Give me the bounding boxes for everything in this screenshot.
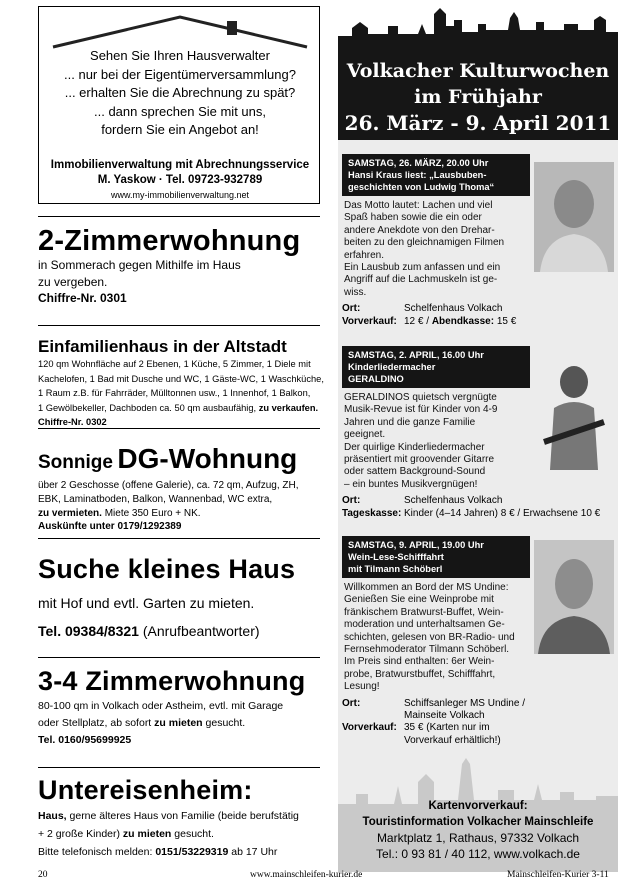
divider — [38, 538, 320, 539]
hv-contact: M. Yaskow · Tel. 09723-932789 — [97, 174, 263, 186]
event-location: Ort: Schelfenhaus Volkach — [342, 303, 503, 315]
ad-phone: Tel. 0160/95699925 — [38, 734, 132, 746]
ad-contact: Auskünfte unter 0179/1292389 — [38, 521, 182, 533]
geraldino-photo — [534, 352, 614, 470]
hausverwaltung-text — [39, 47, 321, 140]
title-line: Volkacher Kulturwochen — [346, 60, 610, 82]
tilmann-schoeberl-photo — [534, 540, 614, 654]
ad-line: mit Hof und evtl. Garten zu mieten. — [38, 595, 255, 611]
event-price: Tageskasse: Kinder (4–14 Jahren) 8 € / Erwachsene 10 € — [342, 507, 601, 519]
ad-line: zu vermieten. Miete 350 Euro + NK. — [38, 507, 201, 519]
ad-untereisenheim — [38, 775, 328, 861]
ad-line: EBK, Laminatboden, Balkon, Wannenbad, WC extra, — [38, 493, 273, 505]
divider — [38, 767, 320, 768]
ad-3-4-zimmerwohnung — [38, 666, 328, 749]
vv-contact: Tel.: 0 93 81 / 40 112, www.volkach.de — [376, 847, 580, 861]
hv-company-name: Immobilienverwaltung mit Abrechnungsservice — [50, 159, 310, 171]
ad-phone: Tel. 09384/8321 (Anrufbeantworter) — [38, 623, 260, 639]
ad-suche-haus — [38, 554, 328, 640]
title-line: 26. März - 9. April 2011 — [344, 111, 612, 135]
event-header: SAMSTAG, 9. APRIL, 19.00 Uhr Wein-Lese-Schifffahrt mit Tilmann Schöberl — [342, 536, 530, 578]
event-header: SAMSTAG, 2. APRIL, 16.00 Uhr Kinderliedermacher GERALDINO — [342, 346, 530, 388]
ad-line: oder Stellplatz, ab sofort zu mieten gesucht. — [38, 717, 246, 729]
hv-line: ... erhalten Sie die Abrechnung zu spät? — [64, 85, 296, 100]
vv-office: Touristinformation Volkacher Mainschleife — [362, 816, 594, 828]
footer-url[interactable]: www.mainschleifen-kurier.de — [250, 870, 363, 880]
ad-title: 2-Zimmerwohnung — [38, 225, 301, 257]
ad-title: Sonnige DG-Wohnung — [38, 443, 298, 474]
event-description: Das Motto lautet: Lachen und viel Spaß haben sowie die ein oder andere Anekdote von den Drehar- beiten zu den gleichnamigen Filmen erfahren. Ein Lausbub zum anfassen und ein Angriff auf die Lachmuskeln ist ge- wiss. — [344, 200, 505, 298]
ad-title: Untereisenheim: — [38, 775, 253, 805]
ad-line: Haus, gerne älteres Haus von Familie (beide berufstätig — [38, 810, 299, 822]
hv-company — [39, 158, 321, 188]
ad-line: über 2 Geschosse (offene Galerie), ca. 72 qm, Aufzug, ZH, — [38, 480, 299, 491]
hv-line: fordern Sie ein Angebot an! — [101, 122, 259, 137]
chiffre: Chiffre-Nr. 0301 — [38, 291, 127, 305]
kulturwochen-title — [338, 58, 618, 136]
kulturwochen-box — [338, 6, 618, 872]
event-location: Ort: Schelfenhaus Volkach — [342, 495, 503, 507]
hv-line: ... dann sprechen Sie mit uns, — [94, 103, 266, 119]
ad-phone: Bitte telefonisch melden: 0151/53229319 ab 17 Uhr — [38, 846, 278, 858]
event-location: Ort: Schiffsanleger MS Undine / Mainseite Volkach — [342, 697, 525, 722]
chiffre: Chiffre-Nr. 0302 — [38, 417, 107, 428]
hv-url[interactable]: www.my-immobilienverwaltung.net — [110, 190, 250, 200]
page-number: 20 — [38, 870, 48, 880]
ad-title: Suche kleines Haus — [38, 554, 296, 584]
divider — [38, 216, 320, 217]
kartenvorverkauf-info — [338, 798, 618, 862]
divider — [38, 657, 320, 658]
hv-line: Sehen Sie Ihren Hausverwalter — [90, 48, 270, 63]
ad-line: 1 Raum z.B. für Fahrräder, Mülltonnen usw., 1 Innenhof, 1 Balkon, — [38, 388, 311, 399]
vv-address: Marktplatz 1, Rathaus, 97332 Volkach — [376, 831, 580, 845]
ad-line: 80-100 qm in Volkach oder Astheim, evtl. mit Garage — [38, 700, 284, 712]
event-description: Willkommen an Bord der MS Undine: Genießen Sie eine Weinprobe mit fränkischem Bratwurst-Buffet, Wein- moderation und unterhaltsamen Ge- schichten, gelesen von BR-Radio- und Fernsehmoderator Tilmann Schöberl. Im Preis sind enthalten: 6er Wein- probe, Bratwurstbuffet, Schifffahrt, Lesung! — [344, 582, 515, 693]
hausverwaltung-ad — [38, 6, 320, 204]
ad-line: in Sommerach gegen Mithilfe im Haus — [38, 258, 241, 272]
divider — [38, 428, 320, 429]
ad-title: 3-4 Zimmerwohnung — [38, 666, 306, 696]
footer-issue: Mainschleifen-Kurier 3-11 — [507, 870, 609, 880]
ad-einfamilienhaus — [38, 337, 328, 430]
event-description: GERALDINOS quietsch vergnügte Musik-Revue ist für Kinder von 4-9 Jahren und die ganze Familie geeignet. Der quirlige Kinderliedermacher präsentiert mit groovender Gitarre oder sattem Background-Sound – ein buntes Musikvergnügen! — [344, 392, 498, 490]
event-price: Vorverkauf: 35 € (Karten nur im Vorverkauf erhältlich!) — [342, 722, 501, 746]
ad-line: 120 qm Wohnfläche auf 2 Ebenen, 1 Küche, 5 Zimmer, 1 Diele mit — [38, 359, 311, 369]
ad-line: 1 Gewölbekeller, Dachboden ca. 50 qm ausbaufähig, zu verkaufen. — [38, 402, 319, 413]
hansi-kraus-photo — [534, 162, 614, 272]
ad-line: Kachelofen, 1 Bad mit Dusche und WC, 1 Gäste-WC, 1 Waschküche, — [38, 373, 324, 384]
divider — [38, 325, 320, 326]
ad-title: Einfamilienhaus in der Altstadt — [38, 337, 287, 356]
ad-line: + 2 große Kinder) zu mieten gesucht. — [38, 828, 214, 840]
title-line: im Frühjahr — [414, 86, 542, 108]
ad-2-zimmerwohnung — [38, 226, 328, 307]
ad-line: zu vergeben. — [38, 274, 108, 289]
event-header: SAMSTAG, 26. MÄRZ, 20.00 Uhr Hansi Kraus liest: „Lausbuben- geschichten von Ludwig Thoma“ — [342, 154, 530, 196]
hv-line: ... nur bei der Eigentümerversammlung? — [64, 66, 296, 82]
event-price: Vorverkauf: 12 € / Abendkasse: 15 € — [342, 315, 517, 327]
ad-dg-wohnung — [38, 444, 328, 534]
vv-title: Kartenvorverkauf: — [428, 800, 528, 812]
